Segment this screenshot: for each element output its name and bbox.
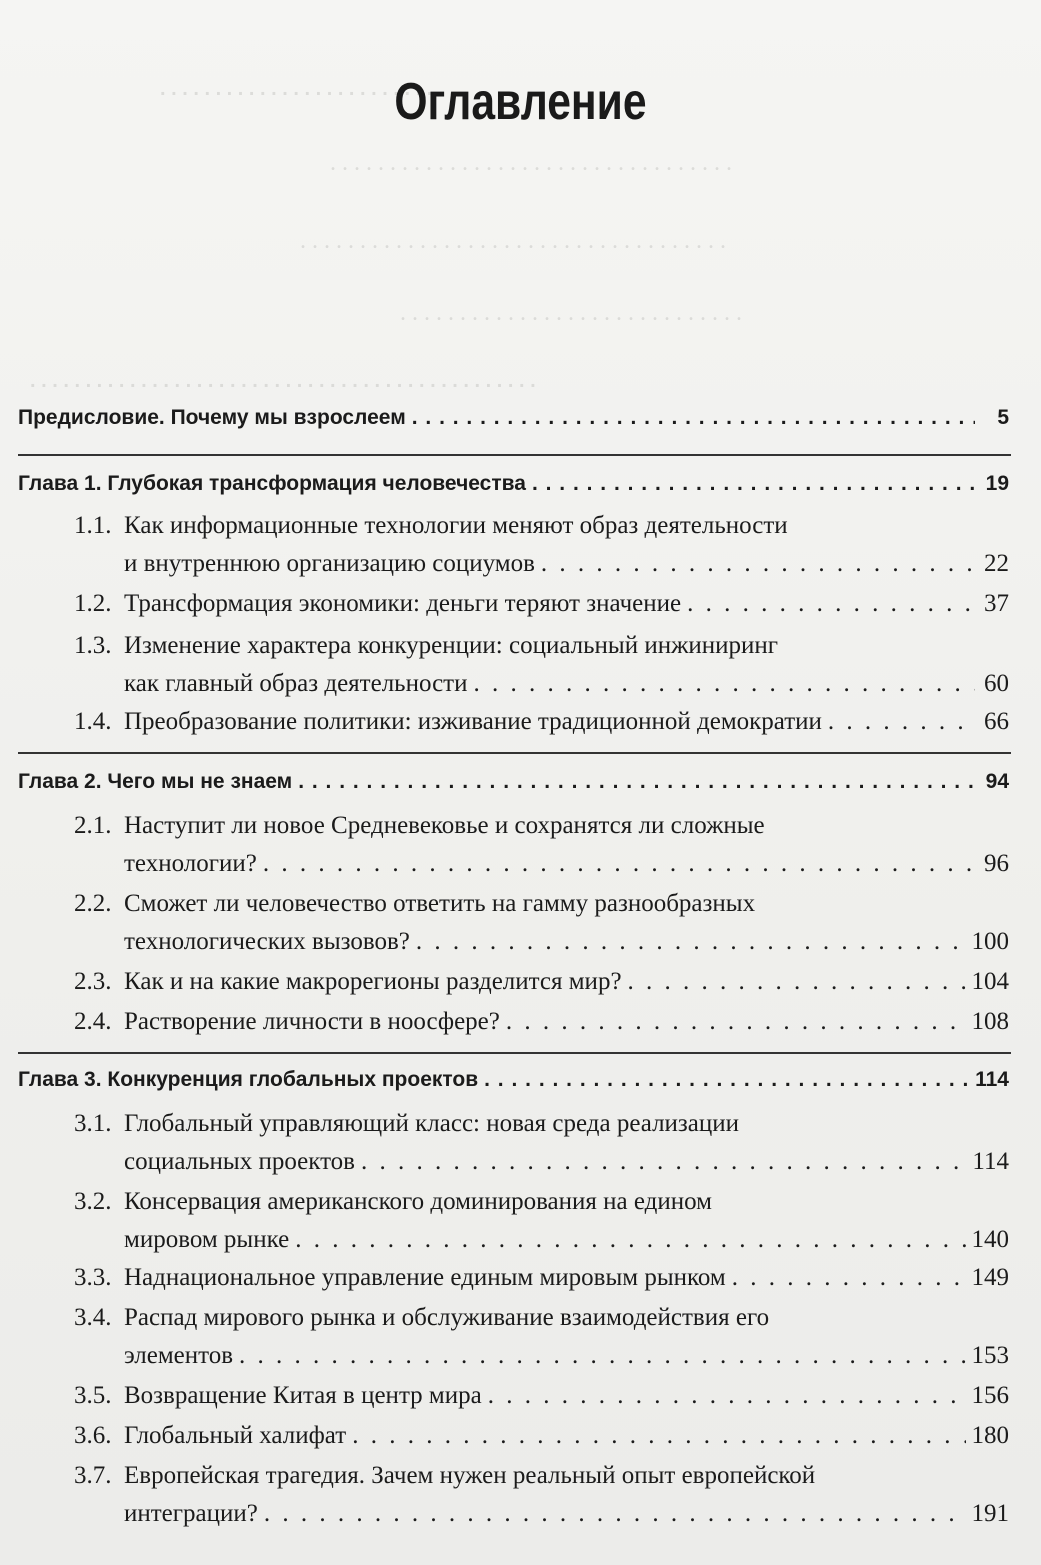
page-number: 153 — [971, 1342, 1009, 1369]
dot-leader — [416, 928, 966, 956]
page-number: 114 — [975, 1068, 1009, 1091]
chapter-divider — [18, 1052, 1011, 1054]
toc-section-entry[interactable] — [74, 1304, 1009, 1332]
section-title: Наступит ли новое Средневековье и сохранятся ли сложные — [124, 812, 765, 839]
chapter-title: Глава 2. Чего мы не знаем — [18, 770, 293, 793]
chapter-divider — [18, 454, 1011, 456]
section-title: социальных проектов — [124, 1148, 355, 1175]
section-title: Глобальный халифат — [124, 1422, 347, 1449]
section-number: 1.2. — [74, 590, 112, 617]
toc-section-entry[interactable] — [74, 590, 1009, 618]
section-title: Растворение личности в ноосфере? — [124, 1008, 500, 1035]
dot-leader — [732, 1264, 966, 1292]
show-through-text: . . . . . . . . . . . . . . . . . . . . . . . . . . . . . . . . . . . . — [300, 228, 726, 254]
dot-leader — [473, 670, 975, 698]
section-number: 2.2. — [74, 890, 112, 917]
chapter-divider — [18, 752, 1011, 754]
dot-leader — [628, 968, 966, 996]
section-number: 1.1. — [74, 512, 112, 539]
page-number: 96 — [984, 850, 1009, 877]
section-number: 2.1. — [74, 812, 112, 839]
section-number: 3.1. — [74, 1110, 112, 1137]
toc-chapter-entry[interactable] — [18, 472, 1009, 496]
section-number: 1.3. — [74, 632, 112, 659]
section-title: Преобразование политики: изживание традиционной демократии — [124, 708, 822, 735]
section-number: 3.4. — [74, 1304, 112, 1331]
section-number: 3.5. — [74, 1382, 112, 1409]
toc-section-entry[interactable] — [74, 708, 1009, 736]
toc-section-continuation[interactable] — [124, 850, 1009, 878]
section-title: Как информационные технологии меняют образ деятельности — [124, 512, 788, 539]
toc-section-entry[interactable] — [74, 890, 1009, 918]
toc-section-continuation[interactable] — [124, 928, 1009, 956]
section-title: Как и на какие макрорегионы разделится мир? — [124, 968, 622, 995]
toc-section-continuation[interactable] — [124, 1342, 1009, 1370]
toc-section-entry[interactable] — [74, 1382, 1009, 1410]
show-through-text: . . . . . . . . . . . . . . . . . . . . . . . . . . . — [160, 78, 455, 100]
toc-section-continuation[interactable] — [124, 1148, 1009, 1176]
dot-leader — [239, 1342, 965, 1370]
dot-leader — [532, 472, 975, 496]
section-title: технологических вызовов? — [124, 928, 410, 955]
show-through-text: . . . . . . . . . . . . . . . . . . . . . . . . . . . . . — [400, 300, 742, 326]
toc-section-entry[interactable] — [74, 512, 1009, 540]
toc-section-entry[interactable] — [74, 1188, 1009, 1216]
section-title: элементов — [124, 1342, 234, 1369]
page-number: 114 — [972, 1148, 1009, 1175]
toc-chapter-entry[interactable] — [18, 1068, 1009, 1092]
section-number: 1.4. — [74, 708, 112, 735]
toc-section-entry[interactable] — [74, 812, 1009, 840]
dot-leader — [298, 770, 975, 794]
dot-leader — [361, 1148, 966, 1176]
section-title: Возвращение Китая в центр мира — [124, 1382, 482, 1409]
section-title: Европейская трагедия. Зачем нужен реальный опыт европейской — [124, 1462, 816, 1489]
section-title: мировом рынке — [124, 1226, 290, 1253]
section-number: 2.4. — [74, 1008, 112, 1035]
page-title: Оглавление — [394, 73, 647, 131]
chapter-title: Предисловие. Почему мы взрослеем — [18, 406, 406, 429]
page-number: 37 — [984, 590, 1009, 617]
toc-section-entry[interactable] — [74, 1462, 1009, 1490]
section-title: Изменение характера конкуренции: социальный инжиниринг — [124, 632, 779, 659]
page-number: 60 — [984, 670, 1009, 697]
section-title: Сможет ли человечество ответить на гамму разнообразных — [124, 890, 756, 917]
section-title: Трансформация экономики: деньги теряют значение — [124, 590, 682, 617]
toc-section-entry[interactable] — [74, 632, 1009, 660]
toc-section-entry[interactable] — [74, 1264, 1009, 1292]
section-title: Консервация американского доминирования на едином — [124, 1188, 712, 1215]
toc-section-entry[interactable] — [74, 1008, 1009, 1036]
dot-leader — [263, 850, 975, 878]
section-number: 3.6. — [74, 1422, 112, 1449]
toc-section-continuation[interactable] — [124, 1226, 1009, 1254]
dot-leader — [352, 1422, 965, 1450]
toc-section-continuation[interactable] — [124, 670, 1009, 698]
page-number: 108 — [971, 1008, 1009, 1035]
toc-section-continuation[interactable] — [124, 550, 1009, 578]
show-through-text: . . . . . . . . . . . . . . . . . . . . . . . . . . . . . . . . . . . . . . . . . . . . . . — [30, 370, 536, 392]
section-number: 3.2. — [74, 1188, 112, 1215]
section-number: 3.3. — [74, 1264, 112, 1291]
toc-section-entry[interactable] — [74, 1110, 1009, 1138]
toc-section-entry[interactable] — [74, 1422, 1009, 1450]
page-number: 5 — [997, 406, 1009, 429]
dot-leader — [484, 1068, 969, 1092]
page-number: 191 — [971, 1500, 1009, 1527]
show-through-text: . . . . . . . . . . . . . . . . . . . . . . . . . . . . . . . . . . — [330, 150, 732, 176]
toc-chapter-entry[interactable] — [18, 406, 1009, 430]
toc-section-continuation[interactable] — [124, 1500, 1009, 1528]
dot-leader — [488, 1382, 966, 1410]
page-number: 156 — [971, 1382, 1009, 1409]
section-number: 3.7. — [74, 1462, 112, 1489]
section-title: Глобальный управляющий класс: новая среда реализации — [124, 1110, 740, 1137]
chapter-title: Глава 1. Глубокая трансформация человечества — [18, 472, 526, 495]
page-number: 19 — [985, 472, 1009, 495]
section-number: 2.3. — [74, 968, 112, 995]
toc-chapter-entry[interactable] — [18, 770, 1009, 794]
page-number: 94 — [985, 770, 1009, 793]
page-number: 180 — [971, 1422, 1009, 1449]
page-number: 100 — [971, 928, 1009, 955]
section-title: технологии? — [124, 850, 257, 877]
dot-leader — [541, 550, 975, 578]
page-number: 140 — [971, 1226, 1009, 1253]
section-title: Распад мирового рынка и обслуживание взаимодействия его — [124, 1304, 770, 1331]
page-number: 149 — [971, 1264, 1009, 1291]
section-title: и внутреннюю организацию социумов — [124, 550, 535, 577]
dot-leader — [506, 1008, 966, 1036]
toc-section-entry[interactable] — [74, 968, 1009, 996]
dot-leader — [687, 590, 975, 618]
section-title: Наднациональное управление единым мировым рынком — [124, 1264, 726, 1291]
dot-leader — [264, 1500, 966, 1528]
section-title: как главный образ деятельности — [124, 670, 468, 697]
section-title: интеграции? — [124, 1500, 258, 1527]
chapter-title: Глава 3. Конкуренция глобальных проектов — [18, 1068, 479, 1091]
page-number: 22 — [984, 550, 1009, 577]
dot-leader — [295, 1226, 965, 1254]
page-number: 104 — [971, 968, 1009, 995]
dot-leader — [412, 406, 975, 430]
page-number: 66 — [984, 708, 1009, 735]
dot-leader — [828, 708, 975, 736]
